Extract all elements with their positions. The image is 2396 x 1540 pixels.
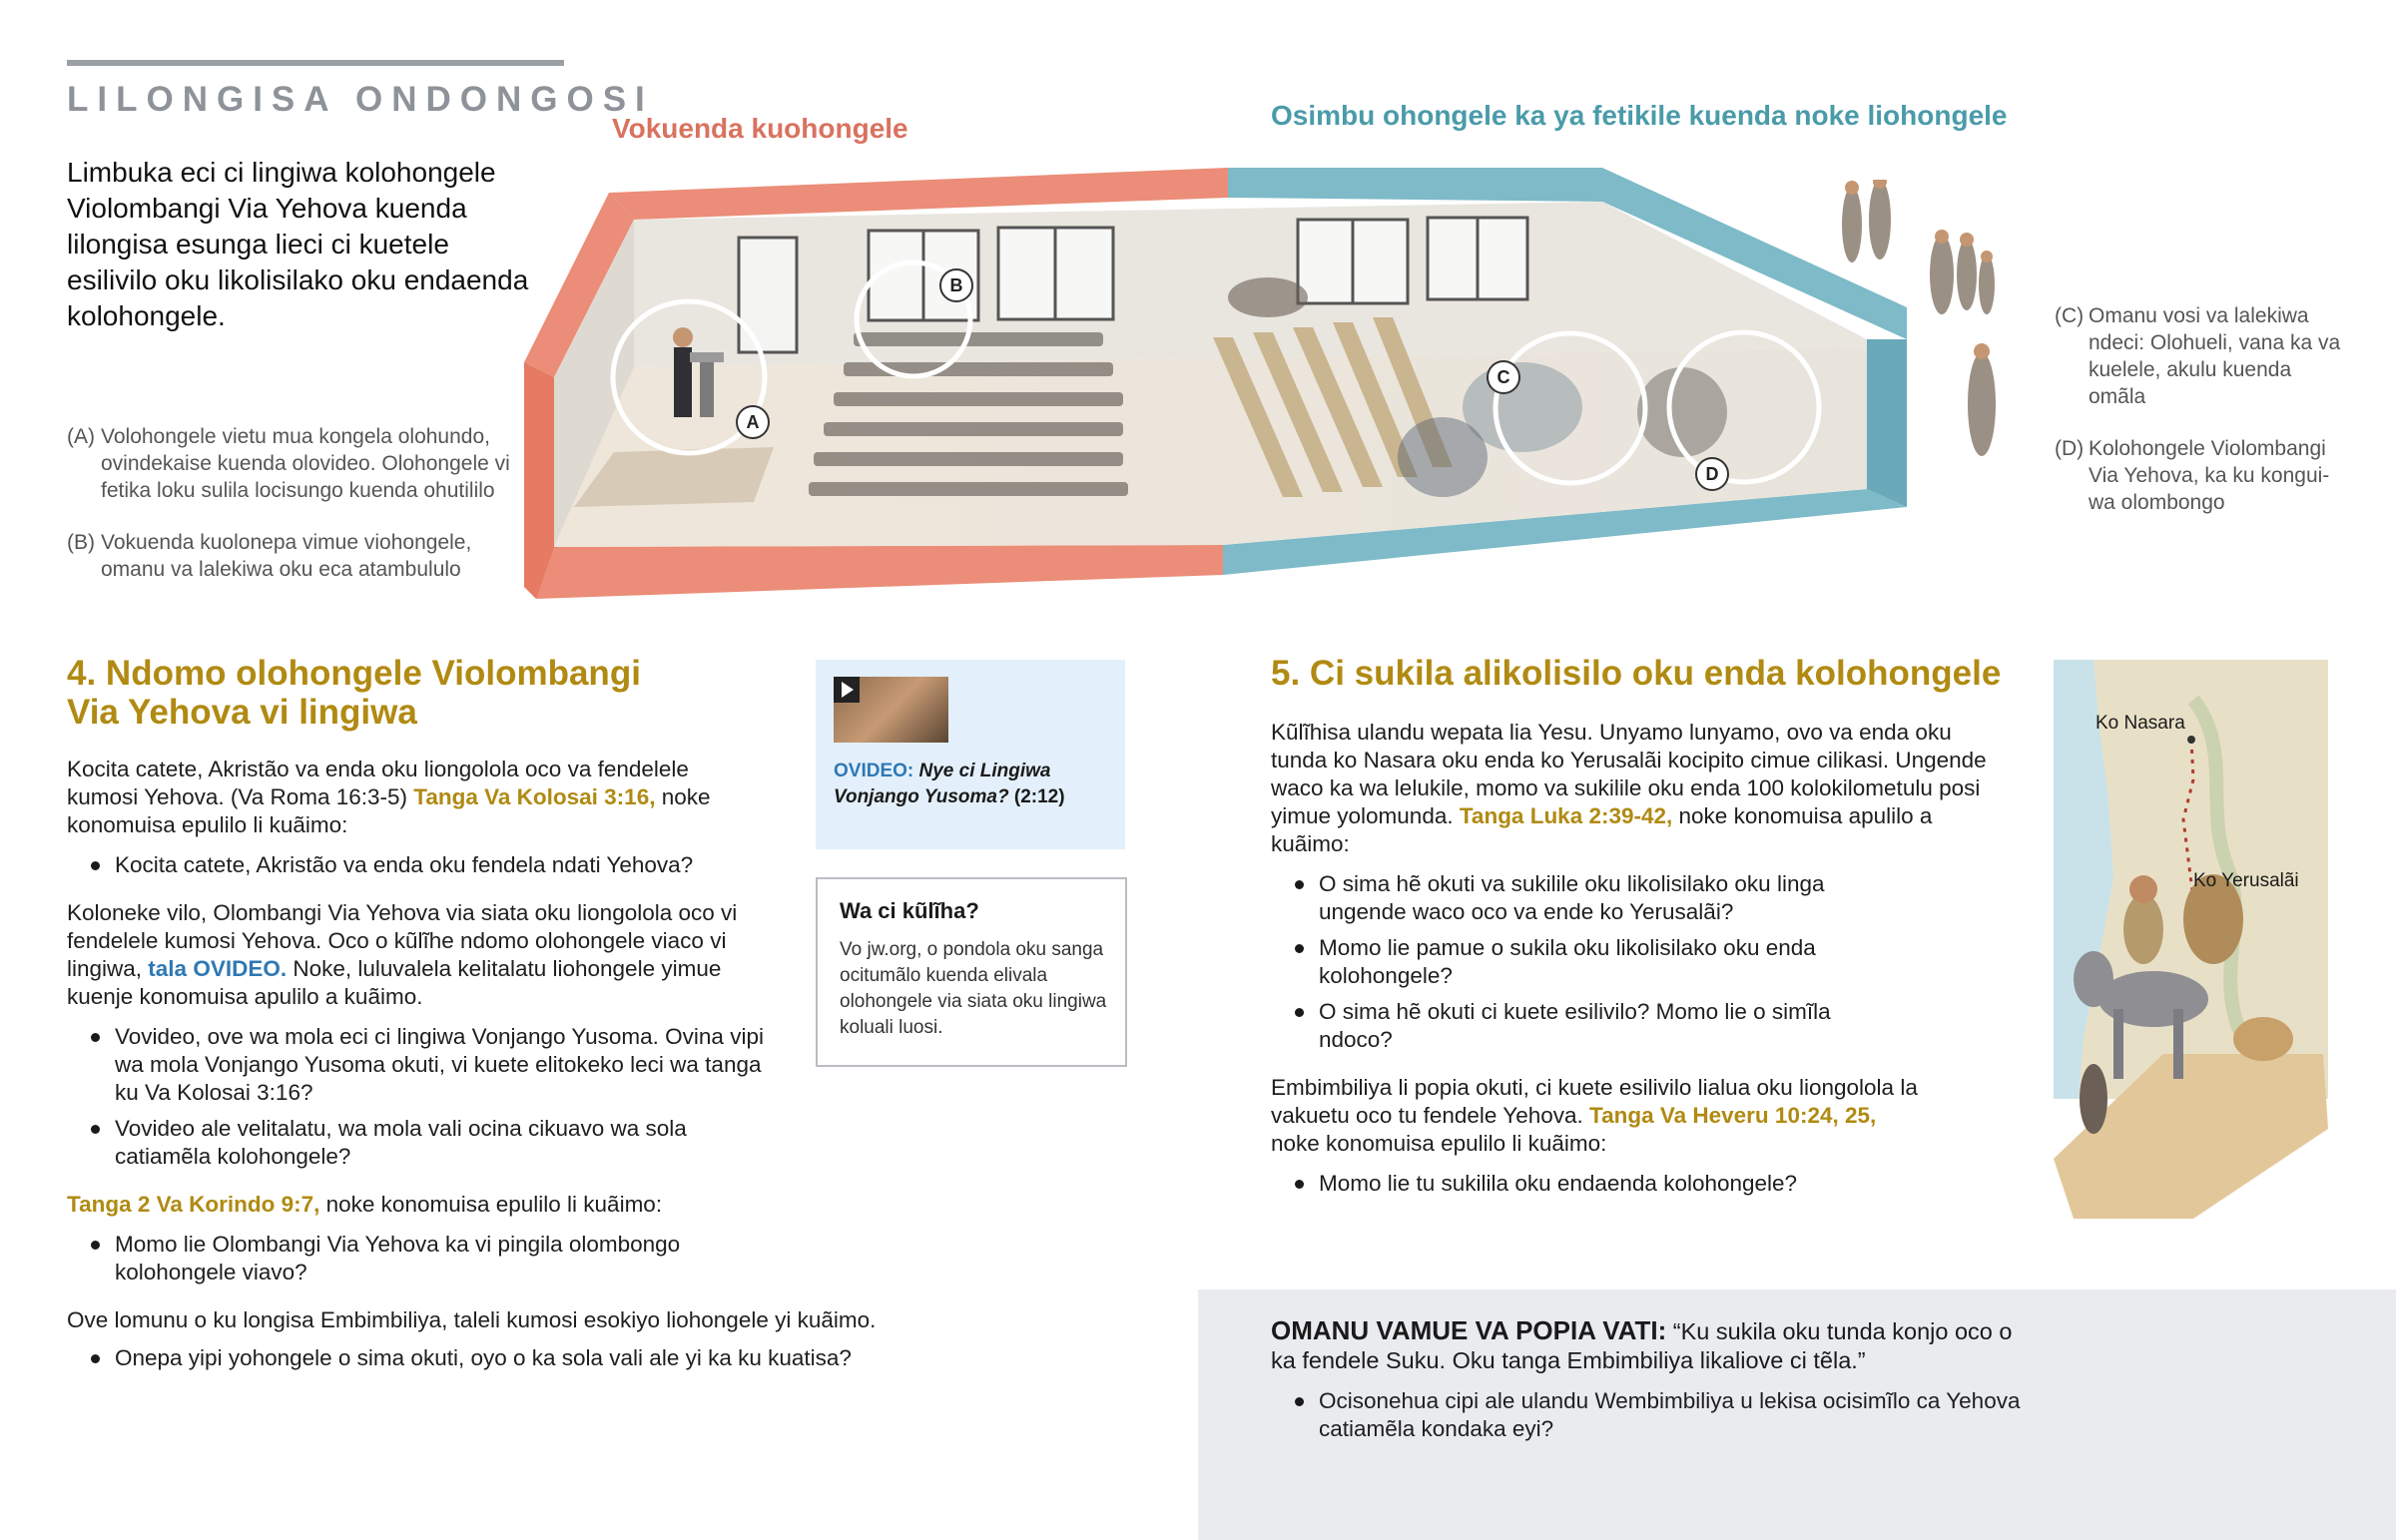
caption-a-key: (A) (67, 425, 95, 448)
top-rule (67, 60, 564, 66)
map-label-nazareth: Ko Nasara (2096, 713, 2185, 734)
scripture-link-colossians[interactable]: Tanga Va Kolosai 3:16, (413, 784, 656, 809)
video-caption (834, 759, 1113, 810)
video-caption-lead: OVIDEO: (834, 761, 914, 781)
question-item: Vovideo, ove wa mola eci ci lingiwa Vonjango Yusoma. Ovina vipi wa mola Vonjango Yusoma okuti, vi kuete elitokeko leci wa tanga ku Va Kolosai 3:16? (67, 1023, 766, 1107)
marker-a: A (736, 405, 770, 439)
question-item: O sima hẽ okuti ci kuete esilivilo? Momo lie o simĩla ndoco? (1271, 998, 1910, 1054)
question-item: Ocisonehua cipi ale ulandu Wembimbiliya u lekisa ocisimĩlo ca Yehova catiamẽla kondaka eyi? (1271, 1387, 2030, 1443)
video-link[interactable]: tala OVIDEO. (148, 956, 288, 981)
entrance-label: Vokuenda kuohongele (612, 113, 908, 144)
scripture-link-corinthians[interactable]: Tanga 2 Va Korindo 9:7, (67, 1192, 320, 1217)
objection-questions (1271, 1387, 2030, 1443)
question-item: Kocita catete, Akristão va enda oku fendela ndati Yehova? (67, 851, 766, 879)
text-run: noke konomuisa epulilo li kuãimo: (1271, 1131, 1607, 1156)
objection-text (1271, 1316, 2030, 1451)
video-title[interactable]: Nye ci Lingiwa Vonjango Yusoma? (834, 761, 1051, 807)
map-drawing (2054, 660, 2328, 1219)
section4-paragraph-2 (67, 899, 766, 1011)
caption-d-text: Kolohongele Violombangi Via Yehova, ka ku kongui-wa olombongo (2089, 437, 2330, 514)
question-item: Vovideo ale velitalatu, wa mola vali ocina cikuavo wa sola catiamẽla kolohongele? (67, 1115, 766, 1171)
hall-drawing (524, 168, 1932, 599)
caption-c-key: (C) (2055, 304, 2085, 327)
arriving-people (1822, 180, 2022, 469)
video-box[interactable] (816, 660, 1125, 849)
section4-paragraph-1 (67, 756, 766, 839)
section4-questions-1 (67, 851, 766, 879)
section4-body (67, 756, 877, 1380)
section5-paragraph-1 (1271, 719, 2010, 858)
caption-b-text: Vokuenda kuolonepa vimue viohongele, omanu va lalekiwa oku eca atambululo (101, 531, 472, 581)
side-door (739, 238, 797, 352)
scripture-link-hebrews[interactable]: Tanga Va Heveru 10:24, 25, (1589, 1103, 1877, 1128)
text-run: Noke, luluvalela kelitalatu liohongele yimue kuenje konomuisa apulilo a kuãimo. (67, 956, 722, 1009)
wall-bottom-left (536, 545, 1223, 599)
video-thumbnail[interactable] (834, 677, 948, 743)
text-run: noke konomuisa epulilo li kuãimo: (319, 1192, 663, 1217)
objection-panel (1198, 1289, 2396, 1540)
section4-heading-line2: Via Yehova vi lingiwa (67, 693, 417, 732)
video-duration: (2:12) (1013, 786, 1065, 807)
question-item: Onepa yipi yohongele o sima okuti, oyo o ka sola vali ale yi ka ku kuatisa? (67, 1344, 1013, 1372)
did-you-know-body: Vo jw.org, o pondola oku sanga ocitumãlo kuenda elivala olohongele via siata oku lingiwa koluali luosi. (840, 939, 1107, 1038)
section4-questions-3 (67, 1231, 766, 1286)
section4-questions-4 (67, 1344, 852, 1372)
text-run: noke konomuisa apulilo a kuãimo: (1271, 803, 1933, 856)
section4-questions-2 (67, 1023, 766, 1171)
caption-d (2055, 435, 2344, 516)
caption-a-text: Volohongele vietu mua kongela olohundo, ovindekaise kuenda olovideo. Olohongele vi fetika loku sulila locisungo kuenda ohutililo (101, 425, 510, 502)
section5-heading: 5. Ci sukila alikolisilo oku enda kolohongele (1271, 654, 2002, 693)
section5-questions-2 (1271, 1170, 2010, 1198)
section5-body (1271, 719, 2010, 1206)
caption-c-text: Omanu vosi va lalekiwa ndeci: Olohueli, vana ka va kuelele, akulu kuenda omãla (2089, 304, 2341, 408)
did-you-know-title: Wa ci kũlĩha? (840, 898, 979, 923)
text-run: noke konomuisa epulilo li kuãimo: (67, 784, 711, 837)
text-run: Kocita catete, Akristão va enda oku liongolola oco va fendelele kumosi Yehova. (Va Roma 16:3-5) (67, 757, 689, 809)
question-item: Momo lie Olombangi Via Yehova ka vi pingila olombongo kolohongele viavo? (67, 1231, 766, 1286)
caption-c (2055, 302, 2344, 410)
section4-heading (67, 654, 766, 732)
objection-lead: OMANU VAMUE VA POPIA VATI: (1271, 1315, 1667, 1345)
section4-paragraph-4: Ove lomunu o ku longisa Embimbiliya, taleli kumosi esokiyo liohongele yi kuãimo. (67, 1307, 877, 1332)
question-item: Momo lie tu sukilila oku endaenda kolohongele? (1271, 1170, 2010, 1198)
caption-b (67, 529, 516, 583)
marker-c: C (1487, 360, 1520, 394)
caption-d-key: (D) (2055, 437, 2085, 460)
text-run: Embimbiliya li popia okuti, ci kuete esilivilo lialua oku liongolola la vakuetu oco tu fendele Yehova. (1271, 1075, 1918, 1128)
kingdom-hall-illustration (524, 168, 1932, 599)
text-run: Koloneke vilo, Olombangi Via Yehova via siata oku liongolola oco vi fendelele kumosi Yehova. Oco o kũlĩhe ndomo olohongele viaco vi lingiwa, (67, 900, 738, 981)
marker-d: D (1695, 457, 1729, 491)
play-icon[interactable] (834, 677, 860, 703)
section4-heading-line1: 4. Ndomo olohongele Violombangi (67, 654, 641, 693)
caption-b-key: (B) (67, 531, 95, 554)
section5-paragraph-2 (1271, 1074, 1930, 1158)
did-you-know-box (816, 877, 1127, 1067)
text-run: Kũlĩhisa ulandu wepata lia Yesu. Unyamo lunyamo, ovo va enda oku tunda ko Nasara oku enda ko Yerusalãi kocipito cimue cilikasi. Ungende waco ka wa lelukile, momo va sukilile oku enda 100 kolokilometulu posi yimue yolomunda. (1271, 720, 1987, 828)
section4-paragraph-3 (67, 1191, 766, 1219)
journey-map (2054, 660, 2328, 1219)
question-item: Momo lie pamue o sukila oku likolisilako oku enda kolohongele? (1271, 934, 1910, 990)
map-label-jerusalem: Ko Yerusalãi (2193, 870, 2299, 891)
exit-label: Osimbu ohongele ka ya fetikile kuenda noke liohongele (1271, 100, 2008, 131)
question-item: O sima hẽ okuti va sukilile oku likolisilako oku linga ungende waco oco va ende ko Yerusalãi? (1271, 870, 1910, 926)
scripture-link-luke[interactable]: Tanga Luka 2:39-42, (1459, 803, 1673, 828)
play-glyph (842, 682, 854, 698)
objection-quote: “Ku sukila oku tunda konjo oco o ka fendele Suku. Oku tanga Embimbiliya likaliove ci tẽla.” (1271, 1318, 2013, 1373)
caption-a (67, 423, 516, 504)
section5-questions-1 (1271, 870, 1910, 1054)
intro-text: Limbuka eci ci lingiwa kolohongele Violombangi Via Yehova kuenda lilongisa esunga lieci ci kuetele esilivilo oku likolisilako oku endaenda kolohongele. (67, 157, 529, 331)
section-label: LILONGISA ONDONGOSI (67, 80, 654, 119)
marker-b: B (939, 268, 973, 302)
nazareth-dot (2187, 736, 2195, 744)
